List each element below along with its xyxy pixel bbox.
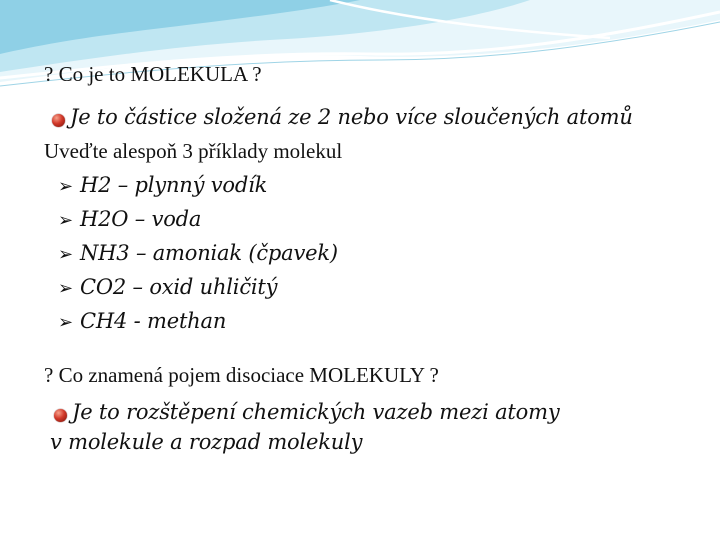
answer-dissociation-line1: Je to rozštěpení chemických vazeb mezi atomy: [72, 400, 560, 424]
formula-part: CO: [80, 275, 113, 299]
formula-subscript: 3: [116, 241, 130, 265]
formula-subscript: 4: [113, 309, 128, 333]
formula-subscript: 2: [98, 207, 112, 231]
example-description: – oxid uhličitý: [126, 275, 278, 299]
arrow-bullet-icon: ➢: [58, 210, 73, 231]
example-item: [58, 309, 226, 333]
example-item: [58, 275, 277, 299]
example-description: – plynný vodík: [111, 173, 268, 197]
formula-part: O: [111, 207, 129, 231]
arrow-bullet-icon: ➢: [58, 244, 73, 265]
formula-subscript: 2: [112, 275, 127, 299]
example-description: - methan: [127, 309, 227, 333]
red-sphere-bullet-icon: [52, 114, 65, 127]
example-item: [58, 173, 267, 197]
question-dissociation: ? Co znamená pojem disociace MOLEKULY ?: [44, 363, 439, 387]
example-item: [58, 241, 338, 265]
formula-part: H: [80, 173, 99, 197]
example-description: – amoniak (čpavek): [129, 241, 338, 265]
examples-prompt: Uveďte alespoň 3 příklady molekul: [44, 139, 343, 163]
red-sphere-bullet-icon: [54, 409, 67, 422]
formula-part: CH: [80, 309, 114, 333]
example-description: – voda: [128, 207, 202, 231]
arrow-bullet-icon: ➢: [58, 278, 73, 299]
example-item: [58, 207, 201, 231]
formula-part: H: [80, 207, 99, 231]
arrow-bullet-icon: ➢: [58, 312, 73, 333]
formula-part: NH: [80, 241, 117, 265]
formula-subscript: 2: [98, 173, 112, 197]
answer-molecule: Je to částice složená ze 2 nebo více sloučených atomů: [70, 105, 633, 129]
question-molecule: ? Co je to MOLEKULA ?: [44, 62, 262, 86]
arrow-bullet-icon: ➢: [58, 176, 73, 197]
answer-dissociation-line2: v molekule a rozpad molekuly: [50, 430, 363, 454]
